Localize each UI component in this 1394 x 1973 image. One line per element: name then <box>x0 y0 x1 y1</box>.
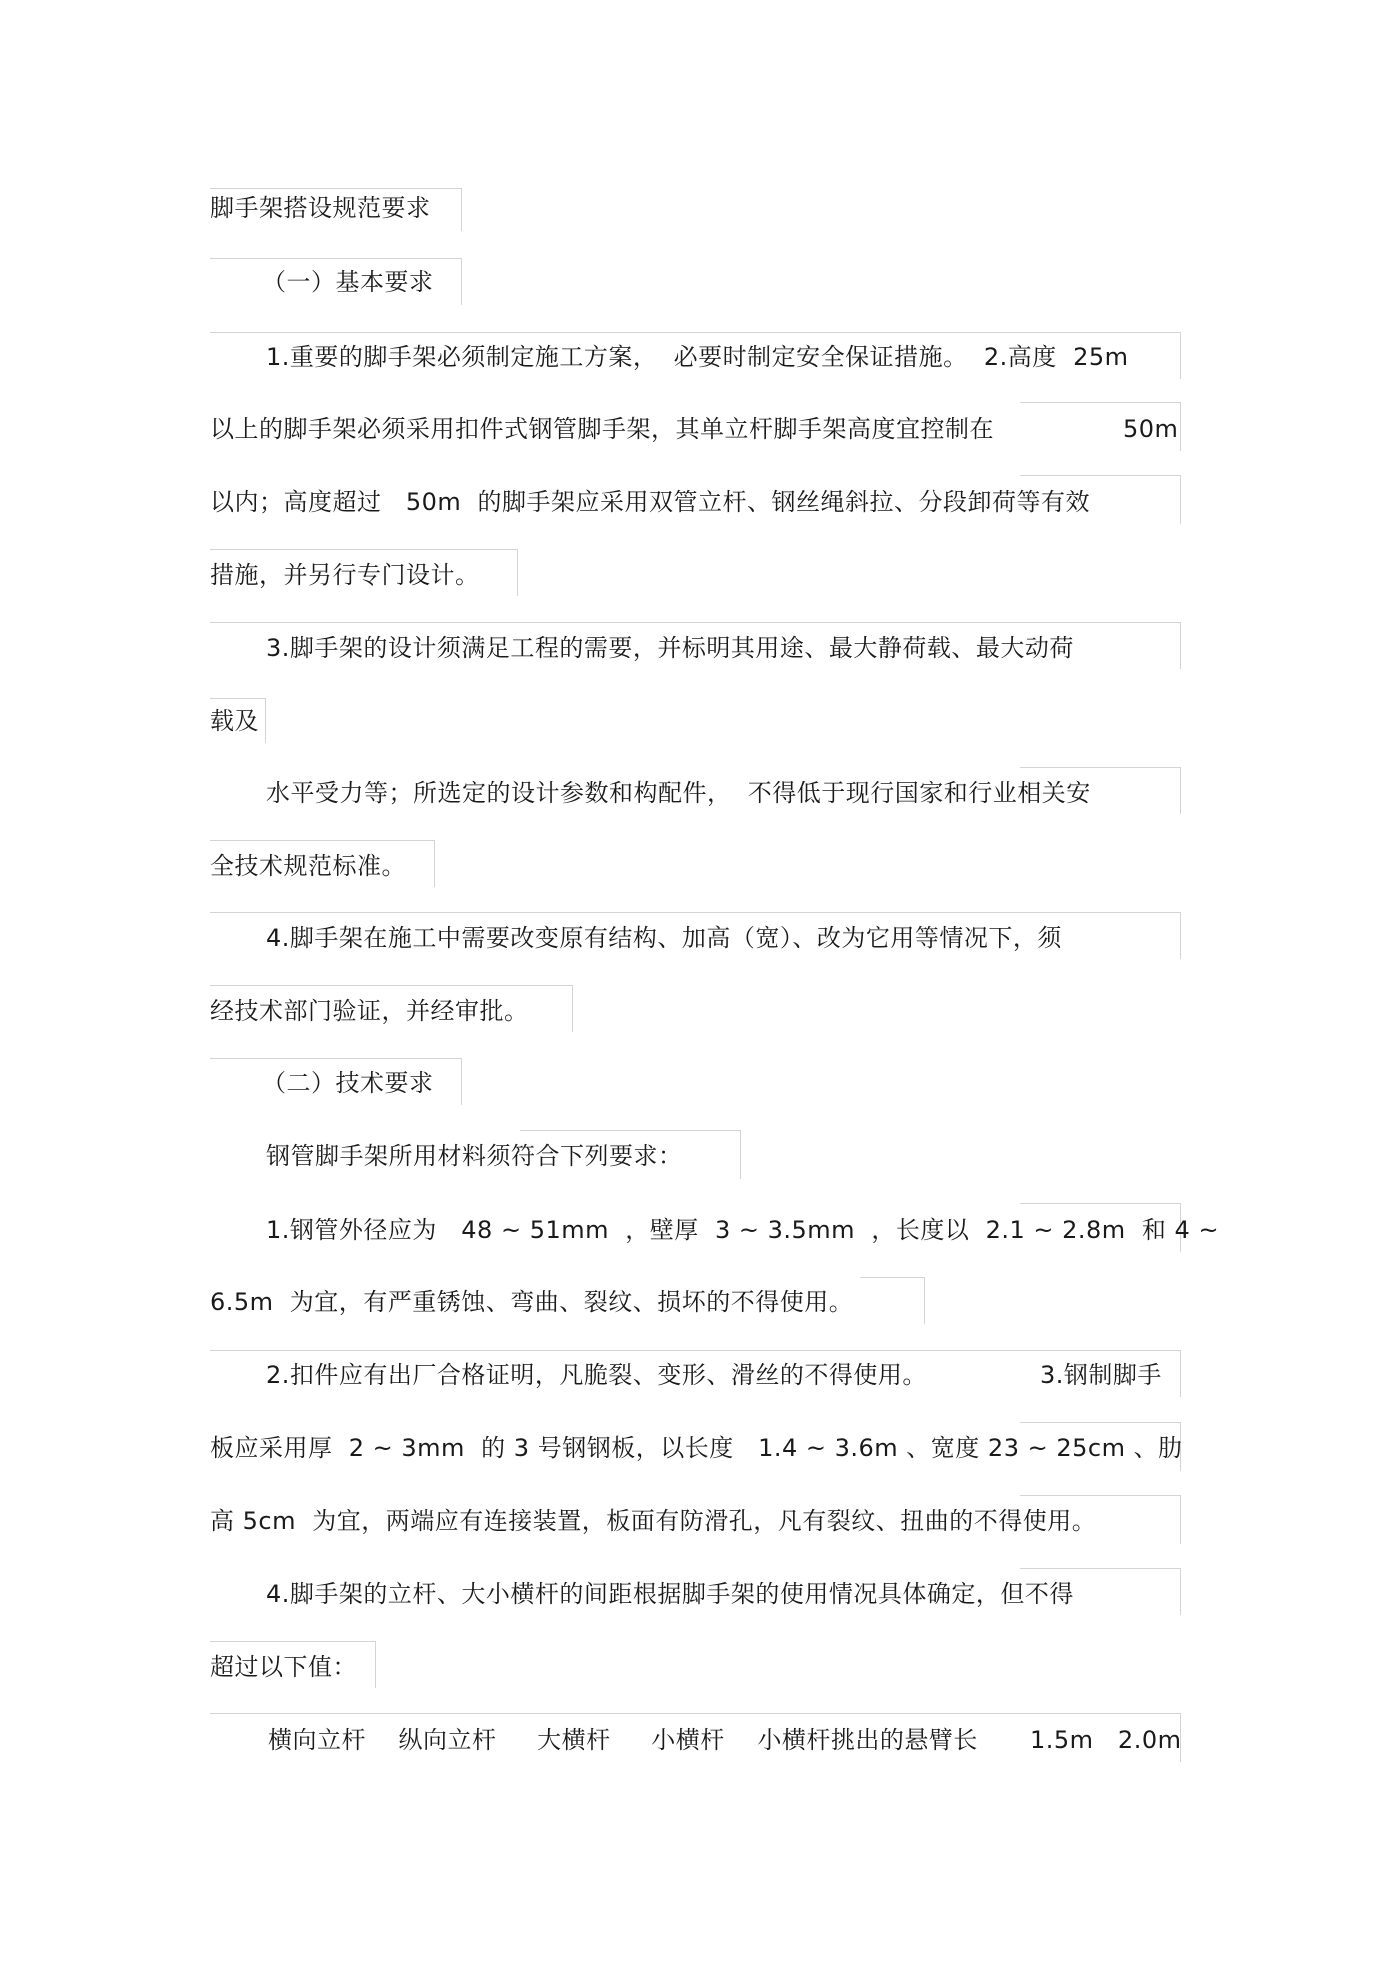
paragraph-line: 4.脚手架在施工中需要改变原有结构、加高（宽）、改为它用等情况下，须 <box>266 924 1062 952</box>
paragraph-line: 钢管脚手架所用材料须符合下列要求： <box>266 1142 683 1170</box>
paragraph-line: 经技术部门验证，并经审批。 <box>210 997 529 1025</box>
paragraph-line: 以内；高度超过 50m 的脚手架应采用双管立杆、钢丝绳斜拉、分段卸荷等有效 <box>210 488 1091 516</box>
paragraph-line: 4.脚手架的立杆、大小横杆的间距根据脚手架的使用情况具体确定，但不得 <box>266 1580 1074 1608</box>
table-header-row: 横向立杆 纵向立杆 大横杆 小横杆 小横杆挑出的悬臂长 <box>268 1726 978 1754</box>
paragraph-line: 3.钢制脚手 <box>1040 1361 1162 1389</box>
paragraph-line: 50m <box>1123 415 1179 443</box>
paragraph-line: 板应采用厚 2 ~ 3mm 的 3 号钢钢板，以长度 1.4 ~ 3.6m 、宽度 23 ~ 25cm 、肋 <box>210 1434 1183 1462</box>
paragraph-line: 2.扣件应有出厂合格证明，凡脆裂、变形、滑丝的不得使用。 <box>266 1361 927 1389</box>
paragraph-line: 超过以下值： <box>210 1653 357 1681</box>
table-values: 1.5m 2.0m <box>1030 1726 1182 1754</box>
document-title: 脚手架搭设规范要求 <box>210 194 431 222</box>
section-heading-basic: （一）基本要求 <box>262 268 434 296</box>
frame-pipe2 <box>860 1277 925 1324</box>
paragraph-line: 以上的脚手架必须采用扣件式钢管脚手架，其单立杆脚手架高度宜控制在 <box>210 415 994 443</box>
paragraph-line: 1.钢管外径应为 48 ~ 51mm ，壁厚 3 ~ 3.5mm ，长度以 2.1 ~ 2.8m 和 4 ~ <box>266 1216 1220 1244</box>
section-heading-technical: （二）技术要求 <box>262 1069 434 1097</box>
paragraph-line: 1.重要的脚手架必须制定施工方案， 必要时制定安全保证措施。 2.高度 25m <box>266 343 1129 371</box>
paragraph-line: 措施，并另行专门设计。 <box>210 561 480 589</box>
paragraph-line: 全技术规范标准。 <box>210 852 406 880</box>
paragraph-line: 水平受力等；所选定的设计参数和构配件， 不得低于现行国家和行业相关安 <box>266 779 1091 807</box>
paragraph-line: 6.5m 为宜，有严重锈蚀、弯曲、裂纹、损坏的不得使用。 <box>210 1288 854 1316</box>
paragraph-line: 3.脚手架的设计须满足工程的需要，并标明其用途、最大静荷载、最大动荷 <box>266 634 1074 662</box>
paragraph-line: 载及 <box>210 707 259 735</box>
paragraph-line: 高 5cm 为宜，两端应有连接装置，板面有防滑孔，凡有裂纹、扭曲的不得使用。 <box>210 1507 1097 1535</box>
